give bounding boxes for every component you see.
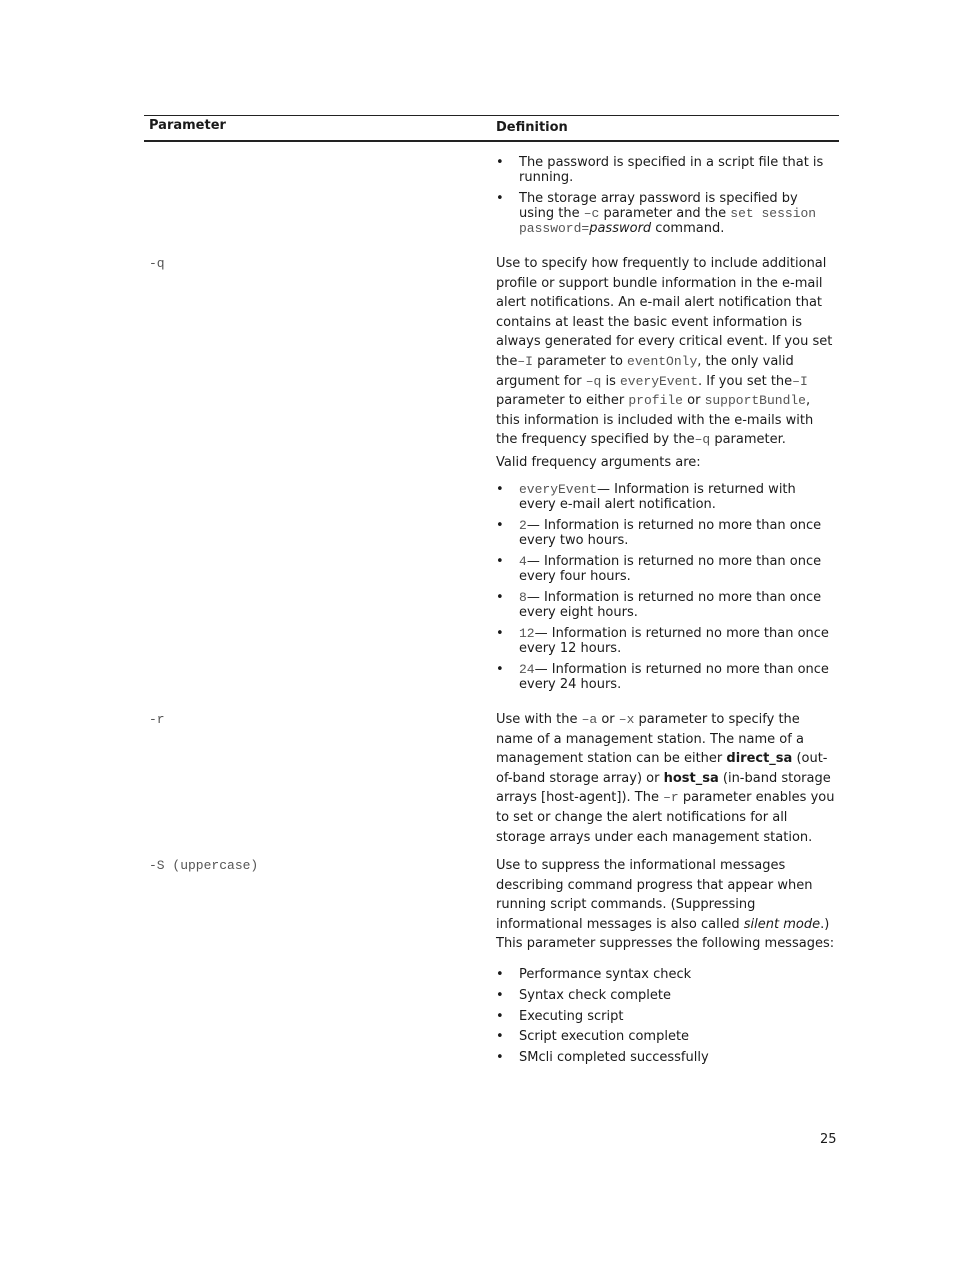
s-paragraph: Use to suppress the informational messages describing command progress that appear when running script commands. (Suppressing informational messages is also called silent mode.) This parameter suppresses the following messages: xyxy=(496,858,835,952)
r-definition xyxy=(496,710,836,847)
list-item: • 8— Information is returned no more than once every eight hours. xyxy=(496,590,836,620)
list-item: • 24— Information is returned no more than once every 24 hours. xyxy=(496,662,836,692)
list-item: • Script execution complete xyxy=(496,1027,836,1048)
list-item: • Syntax check complete xyxy=(496,986,836,1007)
list-item: • Executing script xyxy=(496,1007,836,1028)
list-item: • The password is specified in a script file that is running. xyxy=(496,155,836,185)
r-paragraph: Use with the –a or –x parameter to specify the name of a management station. The name of a management station can be either direct_sa (out-of-band storage array) or host_sa (in-band storage arrays [host-agent]). The –r parameter enables you to set or change the alert notifications for all storage arrays under each management station. xyxy=(496,712,835,845)
suppressed-messages-bullets xyxy=(496,965,836,1069)
frequency-bullets xyxy=(496,482,836,692)
password-bullets xyxy=(496,155,836,236)
header-parameter: Parameter xyxy=(149,118,226,133)
list-item: • 4— Information is returned no more than once every four hours. xyxy=(496,554,836,584)
s-definition xyxy=(496,856,836,954)
table-header-rule xyxy=(144,140,839,142)
q-definition xyxy=(496,254,836,473)
q-paragraph: Use to specify how frequently to include additional profile or support bundle information in the e-mail alert notifications. An e-mail alert notification that contains at least the basic event information is always generated for every critical event. If you set the–I parameter to eventOnly, the only valid argument for –q is everyEvent. If you set the–I parameter to either profile or supportBundle, this information is included with the e-mails with the frequency specified by the–q parameter. xyxy=(496,256,833,448)
param-s-uppercase: -S (uppercase) xyxy=(149,858,259,873)
list-item: • The storage array password is specified by using the –c parameter and the set session password=password command. xyxy=(496,191,836,236)
header-definition: Definition xyxy=(496,120,568,135)
page-number: 25 xyxy=(820,1132,837,1147)
table-top-rule xyxy=(144,115,839,116)
list-item: • Performance syntax check xyxy=(496,965,836,986)
list-item: • 2— Information is returned no more than once every two hours. xyxy=(496,518,836,548)
valid-arguments-label: Valid frequency arguments are: xyxy=(496,454,701,470)
param-r: -r xyxy=(149,712,165,727)
list-item: • everyEvent— Information is returned with every e-mail alert notification. xyxy=(496,482,836,512)
param-q: -q xyxy=(149,256,165,271)
list-item: • SMcli completed successfully xyxy=(496,1048,836,1069)
list-item: • 12— Information is returned no more than once every 12 hours. xyxy=(496,626,836,656)
